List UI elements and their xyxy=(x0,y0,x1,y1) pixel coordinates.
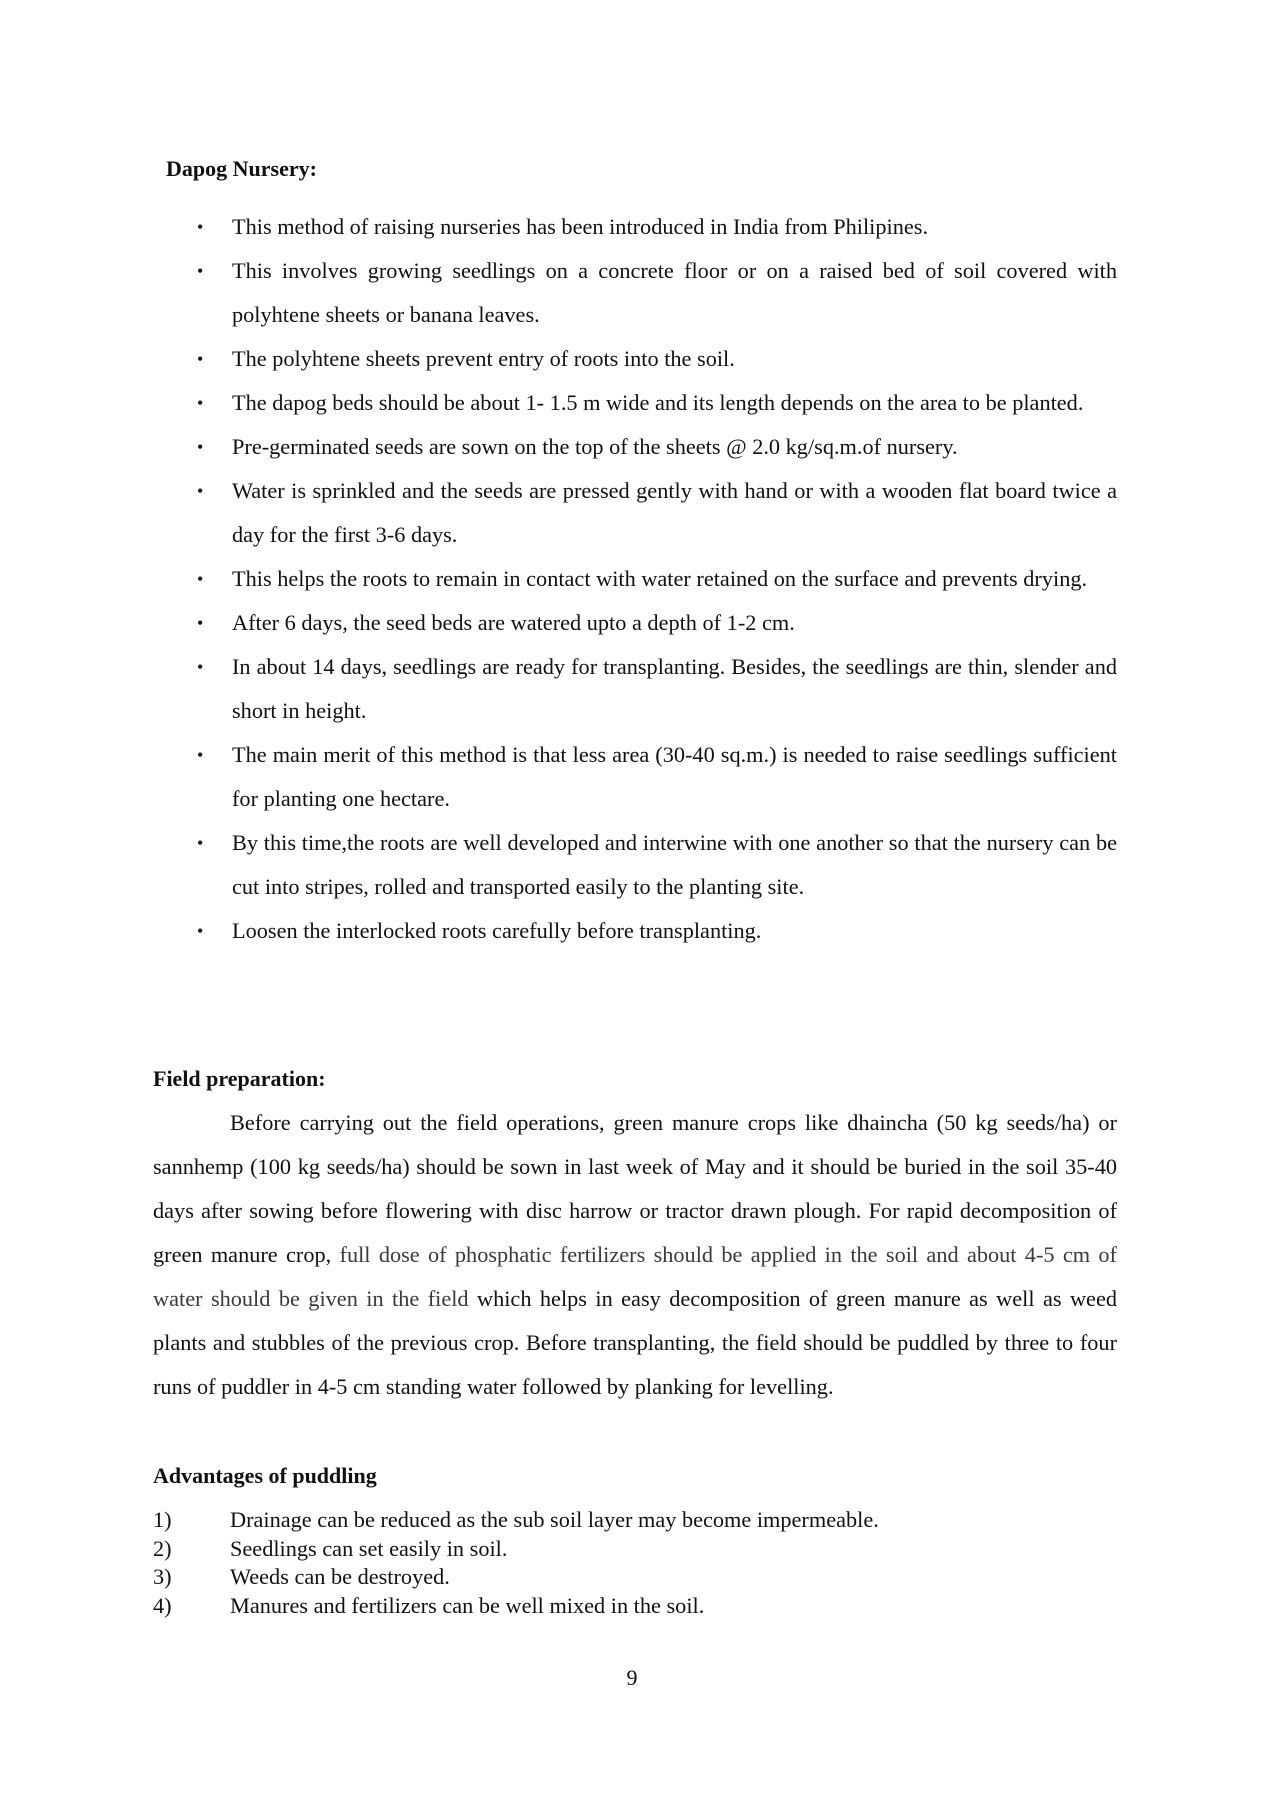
list-item xyxy=(197,821,1117,909)
bullet-icon: • xyxy=(197,613,204,633)
bullet-icon: • xyxy=(197,657,204,677)
list-item-number: 3) xyxy=(153,1564,172,1590)
puddling-advantages-list xyxy=(153,1506,1117,1620)
list-item-text: The main merit of this method is that less area (30-40 sq.m.) is needed to raise seedlings sufficient for planting one hectare. xyxy=(232,742,1117,811)
bullet-icon: • xyxy=(197,833,204,853)
bullet-icon: • xyxy=(197,261,204,281)
list-item-text: Loosen the interlocked roots carefully before transplanting. xyxy=(232,918,762,943)
list-item xyxy=(153,1563,1117,1592)
list-item xyxy=(197,381,1117,425)
list-item-text: Seedlings can set easily in soil. xyxy=(230,1535,508,1561)
section-heading-advantages-of-puddling: Advantages of puddling xyxy=(153,1463,377,1488)
list-item xyxy=(197,425,1117,469)
list-item-text: This involves growing seedlings on a concrete floor or on a raised bed of soil covered with polyhtene sheets or banana leaves. xyxy=(232,258,1117,327)
list-item-text: By this time,the roots are well developed and interwine with one another so that the nursery can be cut into stripes, rolled and transported easily to the planting site. xyxy=(232,830,1117,899)
list-item-number: 4) xyxy=(153,1592,172,1618)
list-item-number: 2) xyxy=(153,1535,172,1561)
list-item xyxy=(197,645,1117,733)
field-preparation-paragraph xyxy=(153,1101,1117,1409)
list-item-text: Pre-germinated seeds are sown on the top of the sheets @ 2.0 kg/sq.m.of nursery. xyxy=(232,434,958,459)
bullet-icon: • xyxy=(197,569,204,589)
section-heading-field-preparation: Field preparation: xyxy=(153,1066,326,1091)
list-item-text: Manures and fertilizers can be well mixed in the soil. xyxy=(230,1592,705,1618)
list-item xyxy=(197,249,1117,337)
list-item-text: Weeds can be destroyed. xyxy=(230,1564,450,1590)
list-item xyxy=(153,1506,1117,1535)
list-item-text: The dapog beds should be about 1- 1.5 m wide and its length depends on the area to be planted. xyxy=(232,390,1084,415)
list-item xyxy=(197,909,1117,953)
list-item-text: The polyhtene sheets prevent entry of roots into the soil. xyxy=(232,346,735,371)
list-item xyxy=(197,601,1117,645)
bullet-icon: • xyxy=(197,437,204,457)
list-item xyxy=(197,205,1117,249)
bullet-icon: • xyxy=(197,349,204,369)
paragraph-text: Before carrying out the field operations, green manure crops like dhaincha (50 kg seeds/ha) or sannhemp (100 kg seeds/ha) should be sown in last week of May and it should be buried in the soil 35-40 days after sowing before flowering with disc harrow or tractor drawn plough. For rapid decomposition of green manure crop, xyxy=(153,1110,1117,1267)
bullet-icon: • xyxy=(197,921,204,941)
bullet-icon: • xyxy=(197,745,204,765)
list-item xyxy=(153,1535,1117,1564)
list-item-text: In about 14 days, seedlings are ready for transplanting. Besides, the seedlings are thin, slender and short in height. xyxy=(232,654,1117,723)
list-item-text: Water is sprinkled and the seeds are pressed gently with hand or with a wooden flat board twice a day for the first 3-6 days. xyxy=(232,478,1117,547)
bullet-icon: • xyxy=(197,393,204,413)
list-item xyxy=(197,469,1117,557)
paragraph-text: which helps in easy decomposition of green manure as well as weed plants and stubbles of the previous crop. Before transplanting, the field should be puddled by three to four runs of puddler in 4-5 cm standing water followed by planking for levelling. xyxy=(153,1286,1117,1399)
list-item-number: 1) xyxy=(153,1507,172,1532)
page-number: 9 xyxy=(626,1665,638,1690)
list-item-text: This method of raising nurseries has been introduced in India from Philipines. xyxy=(232,214,929,239)
list-item xyxy=(153,1592,1117,1621)
list-item-text: This helps the roots to remain in contact with water retained on the surface and prevents drying. xyxy=(232,566,1088,591)
list-item xyxy=(197,557,1117,601)
list-item-text: Drainage can be reduced as the sub soil layer may become impermeable. xyxy=(230,1507,879,1532)
list-item xyxy=(197,337,1117,381)
paragraph-text-muted: full dose of phosphatic fertilizers should be applied in the soil and about 4-5 cm of water should be given in the field xyxy=(153,1242,1117,1311)
bullet-icon: • xyxy=(197,217,204,237)
dapog-bullet-list xyxy=(197,205,1117,953)
bullet-icon: • xyxy=(197,481,204,501)
list-item-text: After 6 days, the seed beds are watered upto a depth of 1-2 cm. xyxy=(232,610,795,635)
section-heading-dapog-nursery: Dapog Nursery: xyxy=(166,156,317,181)
list-item xyxy=(197,733,1117,821)
